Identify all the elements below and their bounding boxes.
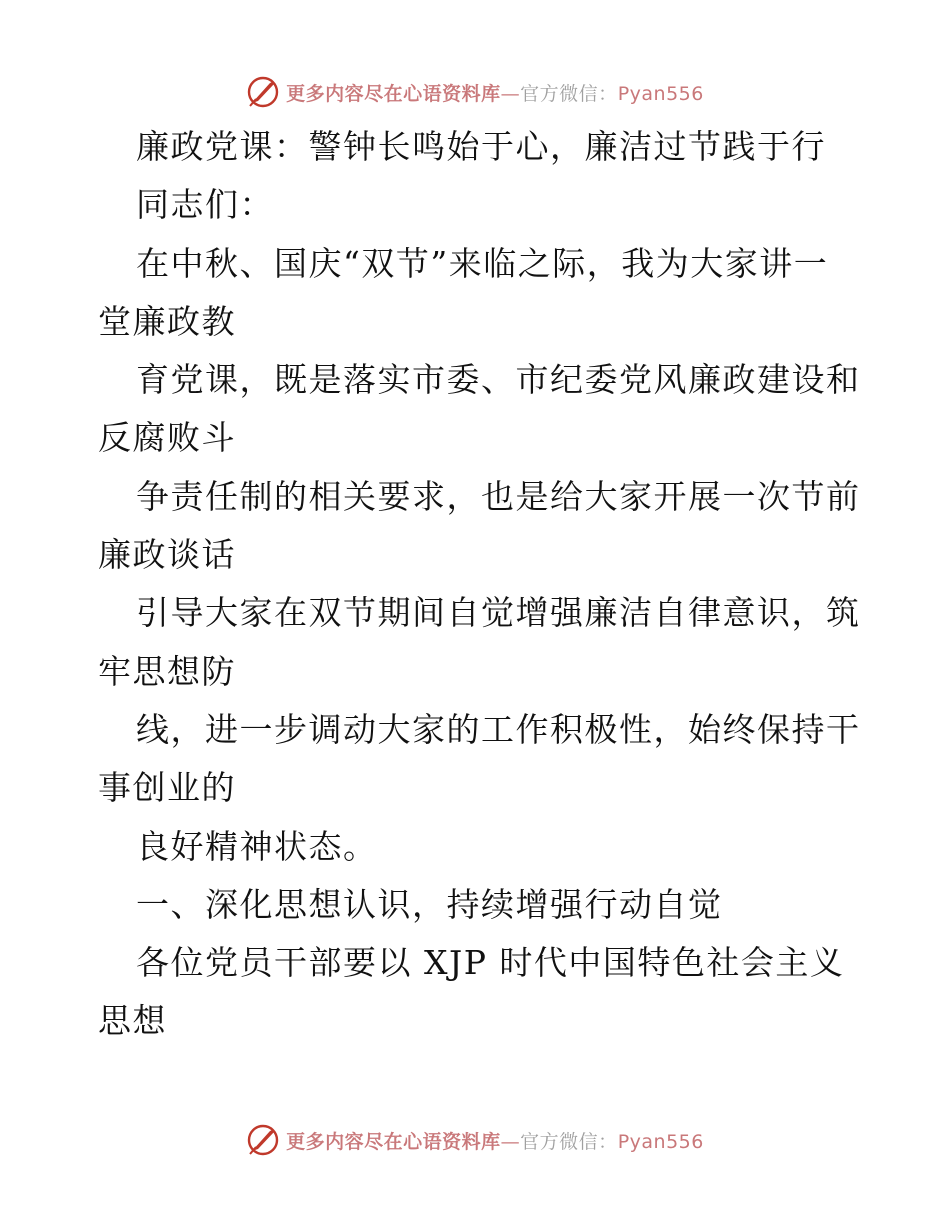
doc-line: 牢思想防 <box>98 651 236 691</box>
doc-line: 育党课，既是落实市委、市纪委党风廉政建设和 <box>136 360 861 400</box>
doc-line: 廉政谈话 <box>98 535 236 575</box>
footer-banner-main: 更多内容尽在心语资料库 <box>286 1130 501 1153</box>
doc-line: 堂廉政教 <box>98 301 236 341</box>
doc-line: 良好精神状态。 <box>136 826 378 866</box>
doc-line: 各位党员干部要以 XJP 时代中国特色社会主义 <box>136 943 845 983</box>
doc-line: 思想 <box>98 1001 167 1041</box>
header-banner-wechat: 官方微信： <box>520 82 618 105</box>
document-body <box>98 118 861 1051</box>
doc-greeting: 同志们： <box>136 185 274 225</box>
footer-banner <box>0 1120 950 1160</box>
doc-line: 线，进一步调动大家的工作积极性，始终保持干 <box>136 709 861 749</box>
doc-line: 争责任制的相关要求，也是给大家开展一次节前 <box>136 476 861 516</box>
footer-banner-dash: — <box>500 1130 521 1153</box>
doc-line: 在中秋、国庆“双节”来临之际，我为大家讲一 <box>136 243 829 283</box>
doc-title: 廉政党课：警钟长鸣始于心，廉洁过节践于行 <box>136 127 826 166</box>
doc-line: 反腐败斗 <box>98 418 236 458</box>
feather-pen-logo-icon <box>246 75 280 109</box>
footer-banner-text <box>286 1127 704 1154</box>
header-banner-main: 更多内容尽在心语资料库 <box>286 82 501 105</box>
footer-banner-wechat: 官方微信： <box>520 1130 618 1153</box>
header-banner-dash: — <box>500 82 521 105</box>
section-heading: 一、深化思想认识，持续增强行动自觉 <box>136 884 723 924</box>
header-banner-id: Pyan556 <box>617 82 704 105</box>
header-banner <box>0 72 950 112</box>
doc-line: 引导大家在双节期间自觉增强廉洁自律意识，筑 <box>136 593 861 633</box>
footer-banner-id: Pyan556 <box>617 1130 704 1153</box>
header-banner-text <box>286 79 704 106</box>
doc-line: 事创业的 <box>98 768 236 808</box>
feather-pen-logo-icon <box>246 1123 280 1157</box>
